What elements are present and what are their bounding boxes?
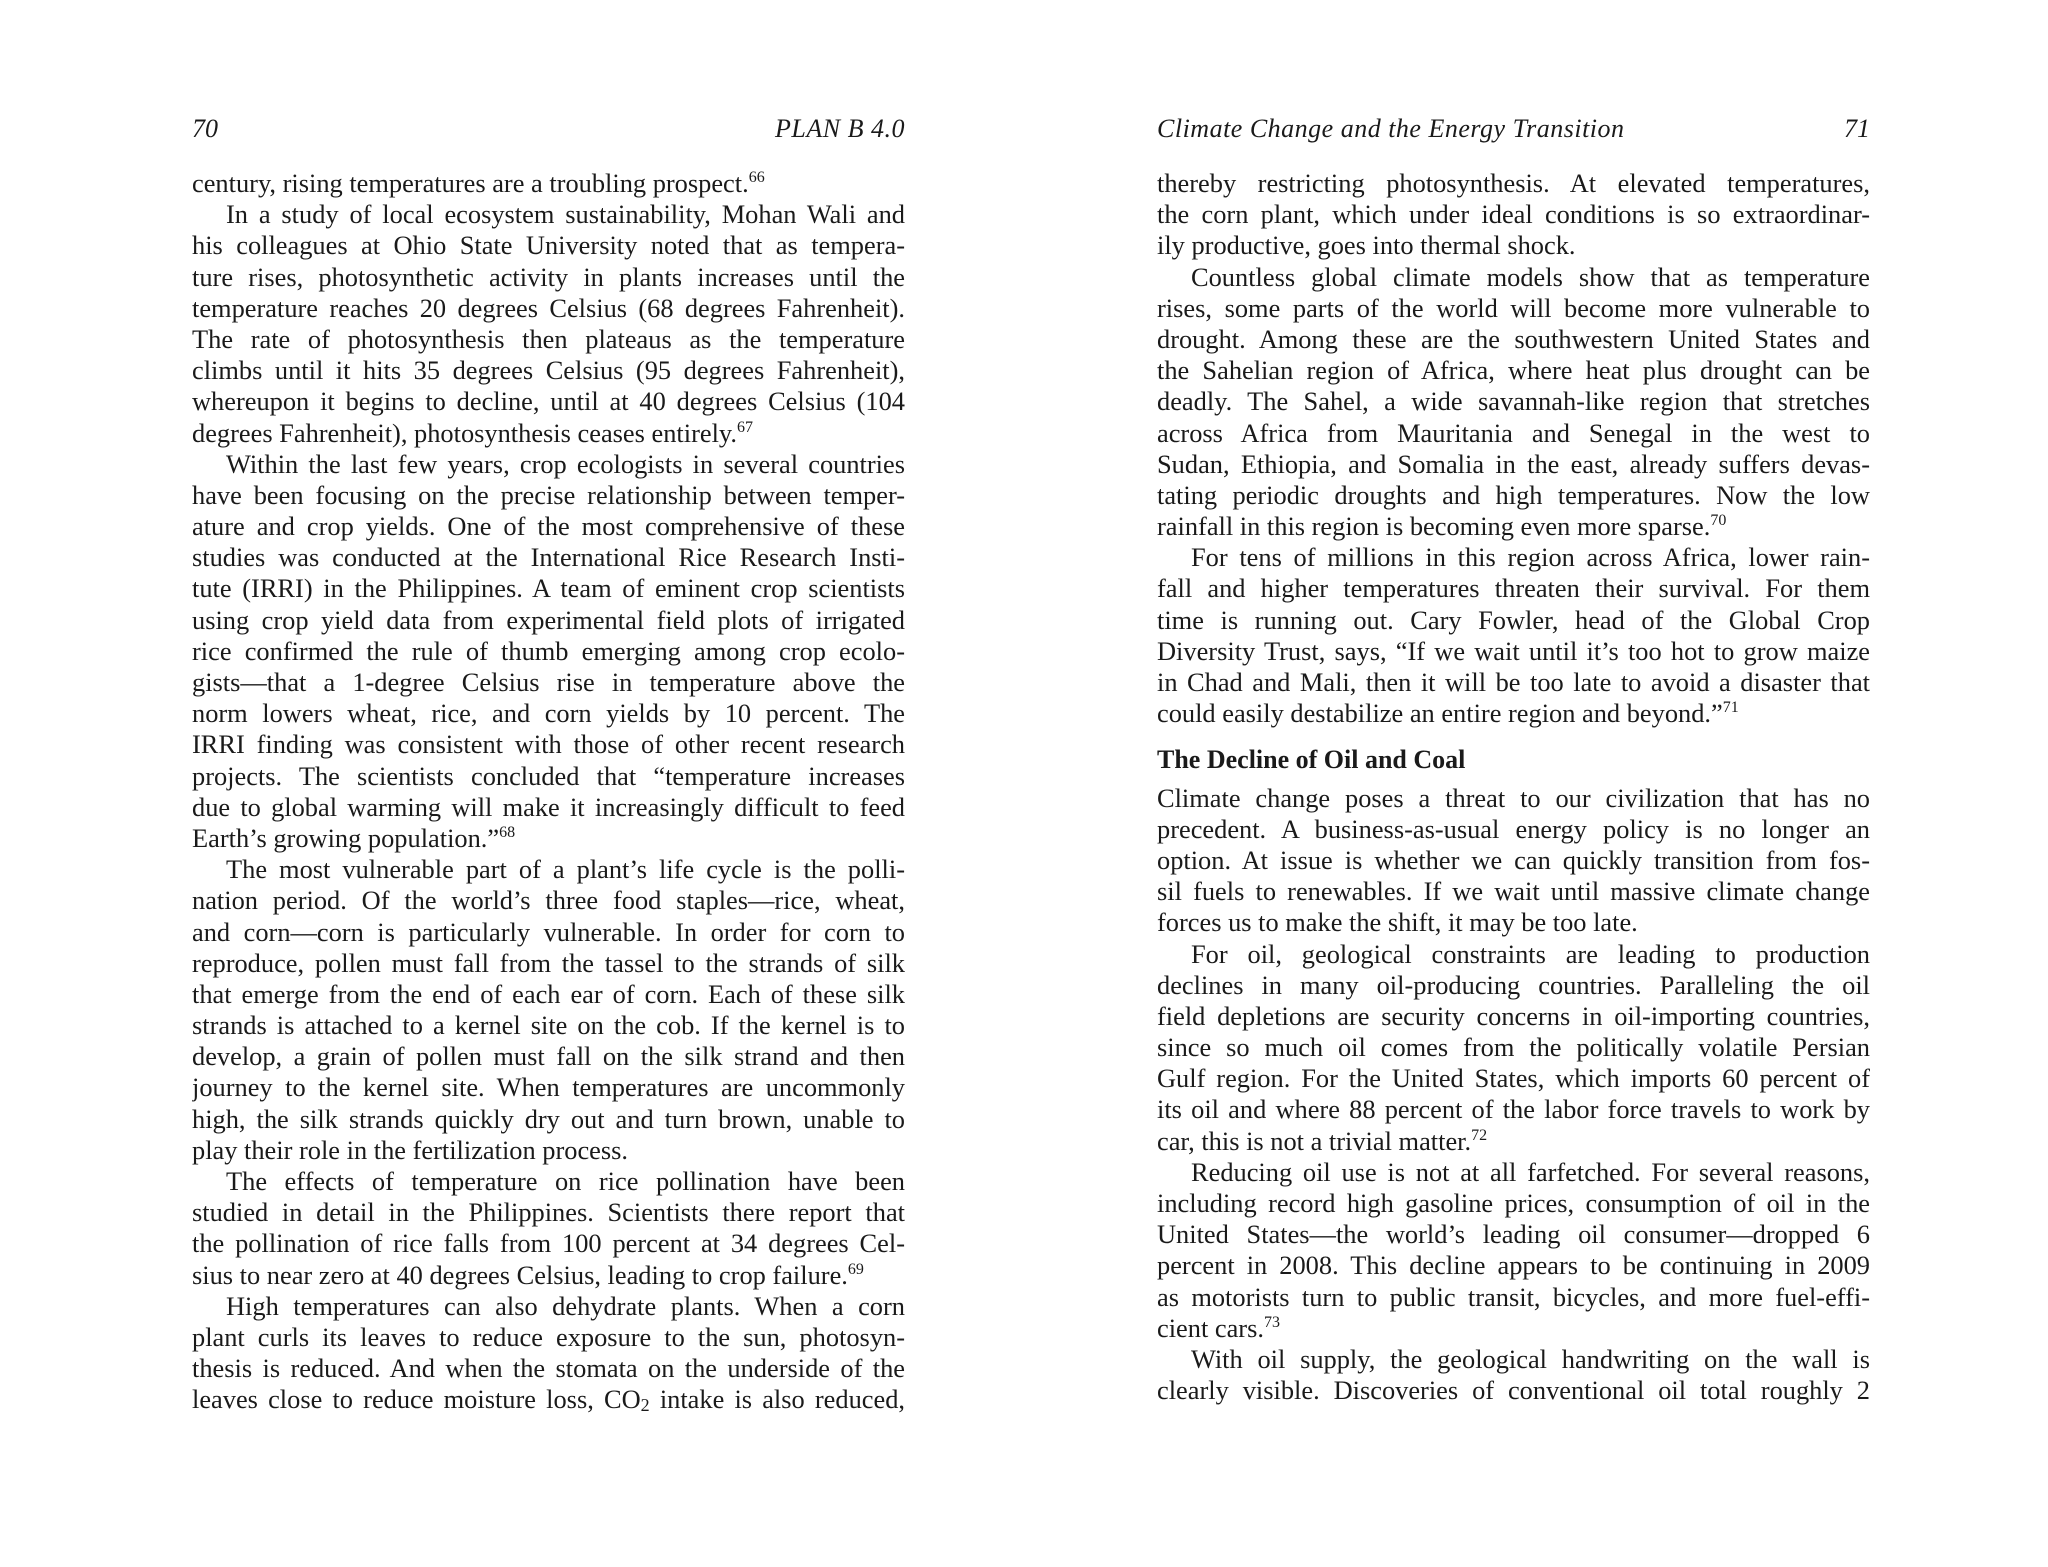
text-line bbox=[1157, 1188, 1870, 1219]
left-body-text bbox=[192, 168, 905, 1416]
footnote-reference: 68 bbox=[499, 823, 516, 841]
section-heading: The Decline of Oil and Coal bbox=[1157, 745, 1466, 775]
line-text: his colleagues at Ohio State University noted that as tempera- bbox=[192, 230, 905, 261]
text-line bbox=[192, 605, 905, 636]
text-line bbox=[192, 792, 905, 823]
text-line bbox=[1157, 1250, 1870, 1281]
line-text: as motorists turn to public transit, bicycles, and more fuel-effi- bbox=[1157, 1281, 1870, 1312]
text-line bbox=[192, 854, 905, 885]
running-title: Climate Change and the Energy Transition bbox=[1157, 114, 1625, 143]
line-text: the Sahelian region of Africa, where heat plus drought can be bbox=[1157, 355, 1870, 386]
line-text: High temperatures can also dehydrate plants. When a corn bbox=[226, 1290, 905, 1321]
line-text: leaves close to reduce moisture loss, CO bbox=[192, 1384, 641, 1415]
line-text: reproduce, pollen must fall from the tassel to the strands of silk bbox=[192, 947, 905, 978]
text-line bbox=[192, 1291, 905, 1322]
text-line bbox=[1157, 449, 1870, 480]
text-line bbox=[1157, 1313, 1870, 1344]
line-text: studies was conducted at the International Rice Research Insti- bbox=[192, 542, 905, 573]
text-line bbox=[192, 293, 905, 324]
text-line bbox=[192, 979, 905, 1010]
line-text: IRRI finding was consistent with those of other recent research bbox=[192, 729, 905, 760]
line-text: since so much oil comes from the politically volatile Persian bbox=[1157, 1032, 1870, 1063]
subscript: 2 bbox=[640, 1395, 650, 1416]
line-text: across Africa from Mauritania and Senegal in the west to bbox=[1157, 417, 1870, 448]
line-text: the pollination of rice falls from 100 percent at 34 degrees Cel- bbox=[192, 1228, 905, 1259]
text-line bbox=[192, 1353, 905, 1384]
text-line bbox=[1157, 970, 1870, 1001]
line-text: ature and crop yields. One of the most comprehensive of these bbox=[192, 511, 905, 542]
line-text: fall and higher temperatures threaten their survival. For them bbox=[1157, 573, 1870, 604]
text-line bbox=[192, 168, 905, 199]
line-text: deadly. The Sahel, a wide savannah-like region that stretches bbox=[1157, 386, 1870, 417]
line-text: rice confirmed the rule of thumb emerging among crop ecolo- bbox=[192, 635, 905, 666]
line-text-continued: intake is also reduced, bbox=[649, 1384, 905, 1415]
text-line bbox=[1157, 1282, 1870, 1313]
left-running-head bbox=[192, 108, 905, 150]
left-page bbox=[192, 108, 905, 1416]
text-line bbox=[192, 386, 905, 417]
line-text: clearly visible. Discoveries of conventional oil total roughly 2 bbox=[1157, 1375, 1870, 1406]
text-line bbox=[192, 1104, 905, 1135]
text-line bbox=[192, 480, 905, 511]
text-line bbox=[192, 199, 905, 230]
text-line bbox=[192, 1322, 905, 1353]
text-line bbox=[192, 1228, 905, 1259]
text-line bbox=[1157, 262, 1870, 293]
text-line bbox=[1157, 1094, 1870, 1125]
text-line bbox=[1157, 1219, 1870, 1250]
line-text: car, this is not a trivial matter. bbox=[1157, 1125, 1472, 1156]
text-line bbox=[1157, 1157, 1870, 1188]
text-line bbox=[1157, 907, 1870, 938]
line-text: The most vulnerable part of a plant’s life cycle is the polli- bbox=[226, 854, 905, 885]
text-line bbox=[192, 1260, 905, 1291]
text-line bbox=[192, 1166, 905, 1197]
text-line bbox=[192, 1072, 905, 1103]
line-text: have been focusing on the precise relationship between temper- bbox=[192, 479, 905, 510]
text-line bbox=[1157, 355, 1870, 386]
right-body-text-after-heading bbox=[1157, 783, 1870, 1407]
text-line bbox=[192, 1135, 905, 1166]
line-text: tating periodic droughts and high temperatures. Now the low bbox=[1157, 479, 1870, 510]
line-text: forces us to make the shift, it may be too late. bbox=[1157, 907, 1638, 938]
text-line bbox=[1157, 667, 1870, 698]
line-text: journey to the kernel site. When temperatures are uncommonly bbox=[192, 1072, 905, 1103]
text-line bbox=[192, 230, 905, 261]
line-text: tute (IRRI) in the Philippines. A team of eminent crop scientists bbox=[192, 573, 905, 604]
text-line bbox=[1157, 511, 1870, 542]
text-line bbox=[192, 262, 905, 293]
line-text: time is running out. Cary Fowler, head of the Global Crop bbox=[1157, 604, 1870, 635]
text-line bbox=[1157, 324, 1870, 355]
text-line bbox=[192, 761, 905, 792]
text-line bbox=[192, 885, 905, 916]
text-line bbox=[1157, 1375, 1870, 1406]
line-text: norm lowers wheat, rice, and corn yields by 10 percent. The bbox=[192, 698, 905, 729]
line-text: Gulf region. For the United States, which imports 60 percent of bbox=[1157, 1063, 1870, 1094]
text-line bbox=[192, 449, 905, 480]
text-line bbox=[1157, 783, 1870, 814]
text-line bbox=[1157, 573, 1870, 604]
line-text: degrees Fahrenheit), photosynthesis ceases entirely. bbox=[192, 417, 737, 448]
text-line bbox=[192, 948, 905, 979]
text-line bbox=[192, 355, 905, 386]
line-text: United States—the world’s leading oil consumer—dropped 6 bbox=[1157, 1219, 1870, 1250]
text-line bbox=[192, 418, 905, 449]
text-line bbox=[192, 698, 905, 729]
line-text: develop, a grain of pollen must fall on the silk strand and then bbox=[192, 1041, 905, 1072]
line-text: The rate of photosynthesis then plateaus as the temperature bbox=[192, 323, 905, 354]
running-title: PLAN B 4.0 bbox=[775, 114, 905, 143]
text-line bbox=[1157, 939, 1870, 970]
line-text: climbs until it hits 35 degrees Celsius (95 degrees Fahrenheit), bbox=[192, 355, 905, 386]
text-line bbox=[1157, 480, 1870, 511]
line-text: With oil supply, the geological handwriting on the wall is bbox=[1191, 1343, 1870, 1374]
line-text: drought. Among these are the southwestern United States and bbox=[1157, 323, 1870, 354]
text-line bbox=[192, 511, 905, 542]
line-text: gists—that a 1-degree Celsius rise in temperature above the bbox=[192, 667, 905, 697]
text-line bbox=[192, 823, 905, 854]
line-text: rises, some parts of the world will become more vulnerable to bbox=[1157, 292, 1870, 323]
text-line bbox=[1157, 698, 1870, 729]
text-line bbox=[192, 1041, 905, 1072]
text-line bbox=[192, 542, 905, 573]
line-text: For tens of millions in this region across Africa, lower rain- bbox=[1191, 542, 1870, 573]
page-number: 70 bbox=[192, 114, 218, 143]
text-line bbox=[192, 1010, 905, 1041]
text-line bbox=[192, 1197, 905, 1228]
text-line bbox=[192, 1384, 905, 1415]
line-text: play their role in the fertilization process. bbox=[192, 1134, 629, 1165]
line-text: due to global warming will make it increasingly difficult to feed bbox=[192, 791, 905, 822]
line-text: the corn plant, which under ideal conditions is so extraordinar- bbox=[1157, 199, 1870, 230]
line-text: rainfall in this region is becoming even more sparse. bbox=[1157, 511, 1711, 542]
line-text: could easily destabilize an entire region and beyond.” bbox=[1157, 698, 1723, 729]
text-line bbox=[1157, 418, 1870, 449]
footnote-reference: 71 bbox=[1722, 699, 1739, 717]
line-text: field depletions are security concerns in oil-importing countries, bbox=[1157, 1000, 1870, 1031]
line-text: strands is attached to a kernel site on the cob. If the kernel is to bbox=[192, 1010, 905, 1041]
line-text: cient cars. bbox=[1157, 1312, 1264, 1343]
line-text: temperature reaches 20 degrees Celsius (68 degrees Fahrenheit). bbox=[192, 292, 905, 323]
page-number: 71 bbox=[1844, 114, 1870, 143]
footnote-reference: 69 bbox=[847, 1260, 864, 1278]
line-text: precedent. A business-as-usual energy policy is no longer an bbox=[1157, 813, 1870, 844]
text-line bbox=[1157, 386, 1870, 417]
text-line bbox=[1157, 1126, 1870, 1157]
text-line bbox=[192, 729, 905, 760]
line-text: sius to near zero at 40 degrees Celsius, leading to crop failure. bbox=[192, 1259, 848, 1290]
text-line bbox=[1157, 230, 1870, 261]
line-text: Sudan, Ethiopia, and Somalia in the east, already suffers devas- bbox=[1157, 448, 1870, 479]
text-line bbox=[192, 324, 905, 355]
line-text: nation period. Of the world’s three food staples—rice, wheat, bbox=[192, 885, 905, 916]
line-text: that emerge from the end of each ear of corn. Each of these silk bbox=[192, 978, 905, 1009]
line-text: In a study of local ecosystem sustainability, Mohan Wali and bbox=[226, 199, 905, 230]
line-text: century, rising temperatures are a troubling prospect. bbox=[192, 168, 749, 198]
text-line bbox=[1157, 636, 1870, 667]
text-line bbox=[192, 667, 905, 698]
line-text: using crop yield data from experimental field plots of irrigated bbox=[192, 604, 905, 635]
footnote-reference: 73 bbox=[1263, 1313, 1280, 1331]
line-text: Climate change poses a threat to our civilization that has no bbox=[1157, 782, 1870, 813]
right-page bbox=[1157, 108, 1870, 1406]
line-text: Countless global climate models show that as temperature bbox=[1191, 261, 1870, 292]
line-text: thereby restricting photosynthesis. At elevated temperatures, bbox=[1157, 168, 1870, 198]
line-text: studied in detail in the Philippines. Scientists there report that bbox=[192, 1197, 905, 1228]
text-line bbox=[1157, 293, 1870, 324]
text-line bbox=[1157, 168, 1870, 199]
footnote-reference: 72 bbox=[1471, 1126, 1488, 1144]
right-body-text-before-heading bbox=[1157, 168, 1870, 729]
line-text: ily productive, goes into thermal shock. bbox=[1157, 230, 1576, 261]
line-text: option. At issue is whether we can quickly transition from fos- bbox=[1157, 844, 1870, 875]
text-line bbox=[192, 573, 905, 604]
text-line bbox=[1157, 1344, 1870, 1375]
line-text: declines in many oil-producing countries. Paralleling the oil bbox=[1157, 969, 1870, 1000]
line-text: Reducing oil use is not at all farfetched. For several reasons, bbox=[1191, 1156, 1870, 1187]
line-text: including record high gasoline prices, consumption of oil in the bbox=[1157, 1188, 1870, 1218]
line-text: Diversity Trust, says, “If we wait until it’s too hot to grow maize bbox=[1157, 635, 1870, 666]
line-text: projects. The scientists concluded that “temperature increases bbox=[192, 760, 905, 791]
footnote-reference: 70 bbox=[1710, 512, 1727, 530]
text-line bbox=[1157, 876, 1870, 907]
line-text: whereupon it begins to decline, until at 40 degrees Celsius (104 bbox=[192, 386, 905, 417]
text-line bbox=[1157, 199, 1870, 230]
text-line bbox=[1157, 1001, 1870, 1032]
text-line bbox=[1157, 605, 1870, 636]
line-text: and corn—corn is particularly vulnerable. In order for corn to bbox=[192, 916, 905, 947]
line-text: sil fuels to renewables. If we wait until massive climate change bbox=[1157, 876, 1870, 907]
line-text: Within the last few years, crop ecologists in several countries bbox=[226, 448, 905, 479]
text-line bbox=[192, 917, 905, 948]
text-line bbox=[1157, 542, 1870, 573]
text-line bbox=[192, 636, 905, 667]
text-line bbox=[1157, 1063, 1870, 1094]
text-line bbox=[1157, 814, 1870, 845]
line-text: percent in 2008. This decline appears to be continuing in 2009 bbox=[1157, 1250, 1870, 1281]
line-text: The effects of temperature on rice pollination have been bbox=[226, 1166, 905, 1196]
line-text: ture rises, photosynthetic activity in plants increases until the bbox=[192, 261, 905, 292]
line-text: high, the silk strands quickly dry out and turn brown, unable to bbox=[192, 1103, 905, 1134]
right-running-head bbox=[1157, 108, 1870, 150]
line-text: plant curls its leaves to reduce exposure to the sun, photosyn- bbox=[192, 1321, 905, 1352]
text-line bbox=[1157, 845, 1870, 876]
footnote-reference: 67 bbox=[737, 418, 753, 436]
line-text: For oil, geological constraints are leading to production bbox=[1191, 938, 1870, 969]
line-text: thesis is reduced. And when the stomata on the underside of the bbox=[192, 1353, 905, 1384]
text-line bbox=[1157, 1032, 1870, 1063]
footnote-reference: 66 bbox=[748, 169, 765, 186]
line-text: Earth’s growing population.” bbox=[192, 822, 500, 853]
line-text: in Chad and Mali, then it will be too late to avoid a disaster that bbox=[1157, 667, 1870, 697]
line-text: its oil and where 88 percent of the labor force travels to work by bbox=[1157, 1094, 1870, 1125]
